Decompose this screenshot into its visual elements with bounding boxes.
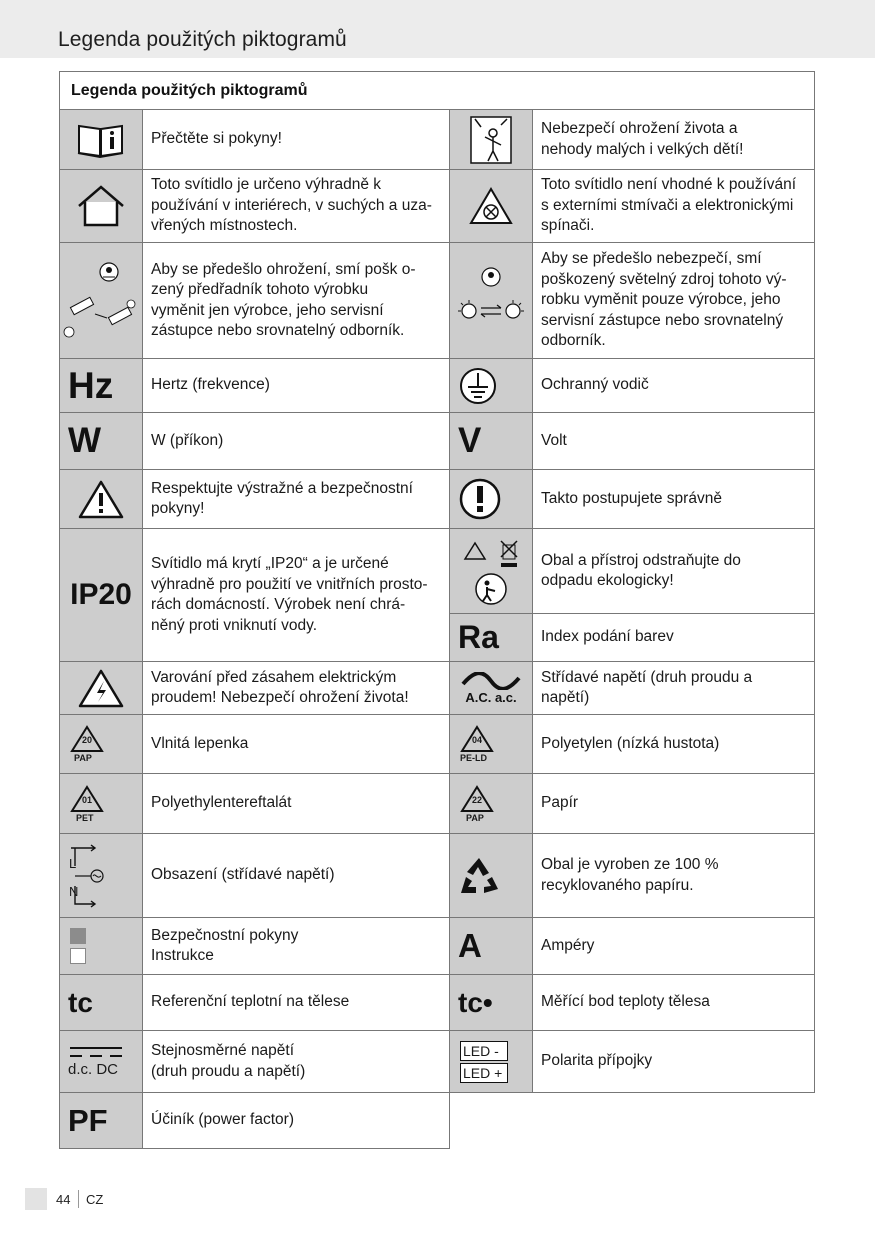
electric-shock-icon <box>59 661 143 715</box>
led-replacement-icon <box>449 242 533 359</box>
row-pf-text: Účiník (power factor) <box>142 1092 450 1149</box>
row-safety-text: Bezpečnostní pokyny Instrukce <box>142 917 450 975</box>
recycle-pap20-icon: 20 PAP <box>59 714 143 774</box>
recycle-arrows-icon <box>449 833 533 918</box>
row-paper-text: Papír <box>532 773 815 834</box>
row-tcpoint-text: Měřící bod teploty tělesa <box>532 974 815 1031</box>
row-correct-text: Takto postupujete správně <box>532 469 815 529</box>
house-icon <box>59 169 143 243</box>
recycle-peld-icon: 04 PE-LD <box>449 714 533 774</box>
recycle-pap22-icon: 22 PAP <box>449 773 533 834</box>
child-danger-icon <box>449 109 533 170</box>
recycle-dispose-icon <box>449 528 533 614</box>
pf-symbol: PF <box>59 1092 143 1149</box>
page-number: 44 <box>56 1192 71 1207</box>
dc-symbol: d.c. DC <box>59 1030 143 1093</box>
ip20-symbol: IP20 <box>59 528 143 662</box>
warning-icon <box>59 469 143 529</box>
row-warning-text: Respektujte výstražné a bezpečnostní pokyny! <box>142 469 450 529</box>
ra-symbol: Ra <box>449 613 533 662</box>
row-volt-text: Volt <box>532 412 815 470</box>
no-dimmer-icon <box>449 169 533 243</box>
row-children-text: Nebezpečí ohrožení života a nehody malých i velkých dětí! <box>532 109 815 170</box>
row-ground-text: Ochranný vodič <box>532 358 815 413</box>
row-watt-text: W (příkon) <box>142 412 450 470</box>
row-polarity-text: Polarita přípojky <box>532 1030 815 1093</box>
safety-legend-icon <box>59 917 143 975</box>
hertz-symbol: Hz <box>59 358 143 413</box>
page-title: Legenda použitých piktogramů <box>58 28 347 51</box>
row-shock-text: Varování před zásahem elektrickým proudem! Nebezpečí ohrožení života! <box>142 661 450 715</box>
language-code: CZ <box>86 1192 104 1207</box>
row-indoor-text: Toto svítidlo je určeno výhradně k používání v interiérech, v suchých a uza- vřených místnostech. <box>142 169 450 243</box>
row-tc-text: Referenční teplotní na tělese <box>142 974 450 1031</box>
row-ac-text: Střídavé napětí (druh proudu a napětí) <box>532 661 815 715</box>
row-ledsource-text: Aby se předešlo nebezpečí, smí poškozený světelný zdroj tohoto vý- robku vyměnit pouze výrobce, jeho servisní zástupce nebo srovnatelný odborník. <box>532 242 815 359</box>
row-content-text: Obsazení (střídavé napětí) <box>142 833 450 918</box>
row-ampere-text: Ampéry <box>532 917 815 975</box>
tc-symbol: tc <box>59 974 143 1031</box>
row-dispose-text: Obal a přístroj odstraňujte do odpadu ekologicky! <box>532 528 815 614</box>
row-nodimmer-text: Toto svítidlo není vhodné k používání s externími stmívači a elektronickými spínači. <box>532 169 815 243</box>
row-read-text: Přečtěte si pokyny! <box>142 109 450 170</box>
row-hertz-text: Hertz (frekvence) <box>142 358 450 413</box>
volt-symbol: V <box>449 412 533 470</box>
row-ip20-text: Svítidlo má krytí „IP20“ a je určené výhradně pro použití ve vnitřních prosto- rách domácností. Výrobek není chrá- něný proti vniknutí vody. <box>142 528 450 662</box>
ballast-replacement-icon <box>59 242 143 359</box>
row-dc-text: Stejnosměrné napětí (druh proudu a napětí) <box>142 1030 450 1093</box>
recycle-pet-icon: 01 PET <box>59 773 143 834</box>
ac-wiring-icon: L N <box>59 833 143 918</box>
row-polyethylene-text: Polyetylen (nízká hustota) <box>532 714 815 774</box>
ampere-symbol: A <box>449 917 533 975</box>
book-info-icon <box>59 109 143 170</box>
row-ballast-text: Aby se předešlo ohrožení, smí pošk o- zený předřadník tohoto výrobku vyměnit jen výrobce, jeho servisní zástupce nebo srovnatelný odborník. <box>142 242 450 359</box>
tc-point-symbol: tc• <box>449 974 533 1031</box>
row-cardboard-text: Vlnitá lepenka <box>142 714 450 774</box>
exclamation-circle-icon <box>449 469 533 529</box>
led-polarity-symbol: LED - LED + <box>449 1030 533 1093</box>
footer-divider <box>78 1190 79 1208</box>
footer-marker <box>25 1188 47 1210</box>
watt-symbol: W <box>59 412 143 470</box>
row-cri-text: Index podání barev <box>532 613 815 662</box>
row-recycled-text: Obal je vyroben ze 100 % recyklovaného papíru. <box>532 833 815 918</box>
row-pet-text: Polyethylentereftalát <box>142 773 450 834</box>
table-title: Legenda použitých piktogramů <box>71 82 308 99</box>
ground-icon <box>449 358 533 413</box>
ac-symbol: A.C. a.c. <box>449 661 533 715</box>
